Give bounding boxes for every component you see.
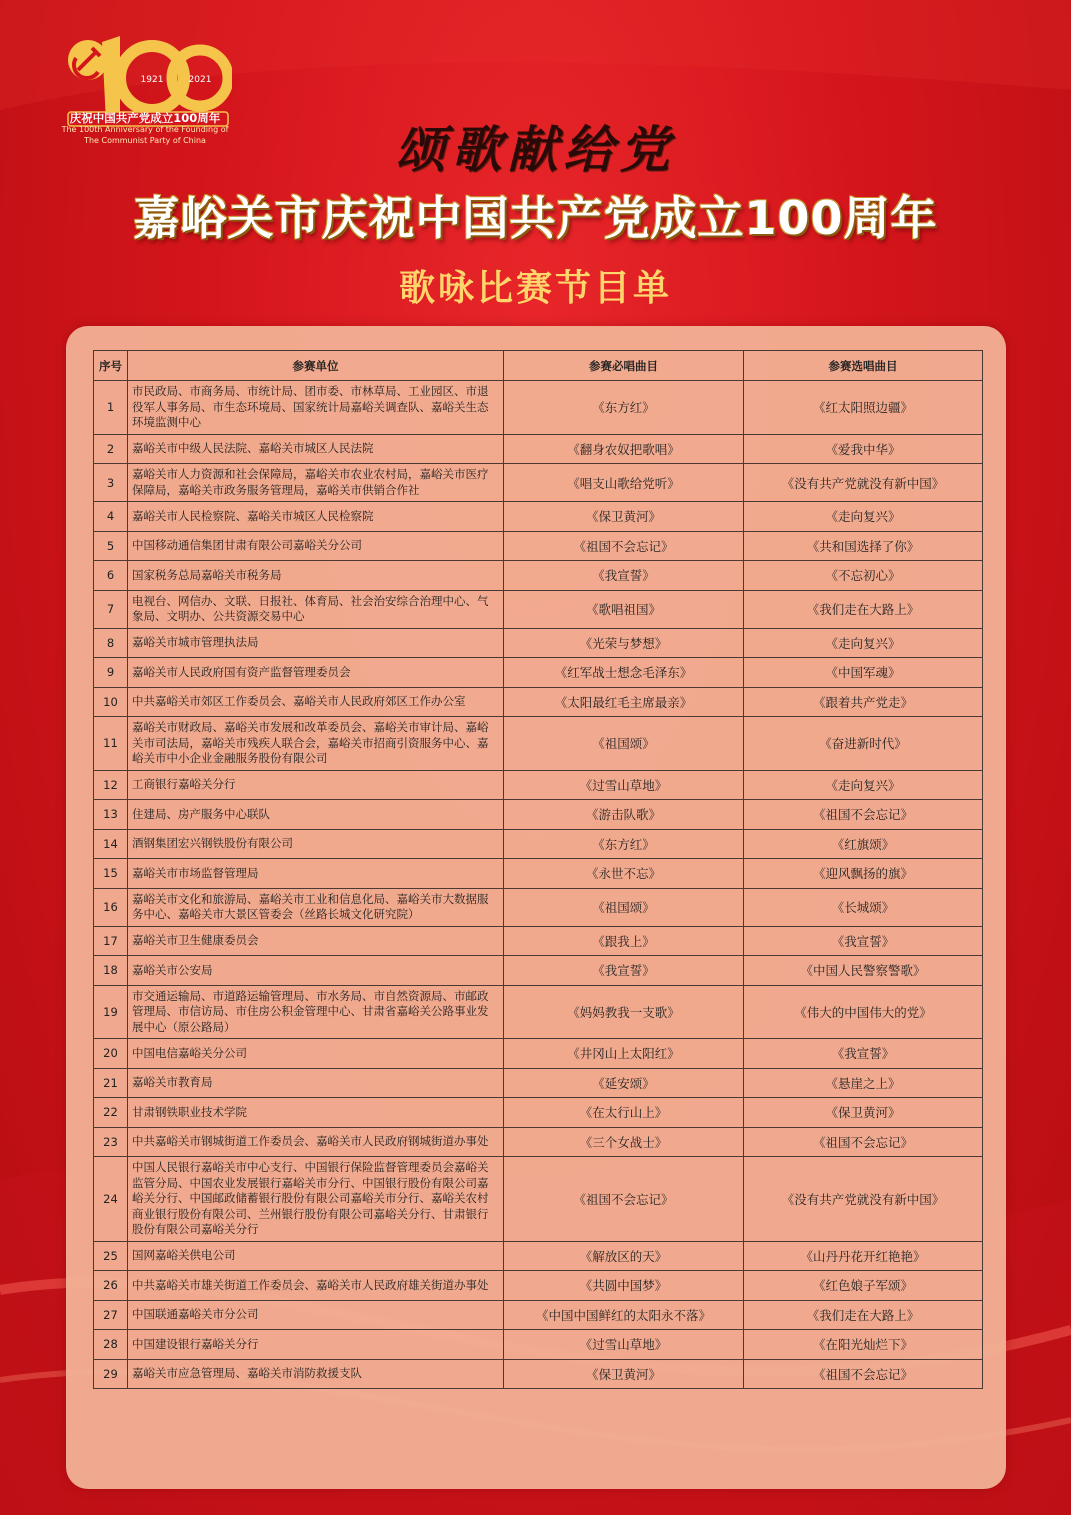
row-optional-song: 《我们走在大路上》 (744, 590, 983, 628)
table-row (94, 531, 983, 561)
row-unit: 嘉峪关市卫生健康委员会 (128, 926, 504, 956)
row-unit: 中共嘉峪关市雄关街道工作委员会、嘉峪关市人民政府雄关街道办事处 (128, 1271, 504, 1301)
table-row (94, 687, 983, 717)
row-number: 11 (94, 717, 128, 771)
row-number: 14 (94, 829, 128, 859)
table-row (94, 381, 983, 435)
table-row (94, 1300, 983, 1330)
row-optional-song: 《伟大的中国伟大的党》 (744, 985, 983, 1039)
row-optional-song: 《在阳光灿烂下》 (744, 1330, 983, 1360)
row-required-song: 《解放区的天》 (504, 1241, 744, 1271)
row-optional-song: 《我宣誓》 (744, 926, 983, 956)
row-number: 12 (94, 770, 128, 800)
header-no: 序号 (94, 351, 128, 381)
row-required-song: 《光荣与梦想》 (504, 628, 744, 658)
row-number: 25 (94, 1241, 128, 1271)
row-number: 4 (94, 502, 128, 532)
row-required-song: 《在太行山上》 (504, 1098, 744, 1128)
header-unit: 参赛单位 (128, 351, 504, 381)
row-unit: 中国建设银行嘉峪关分行 (128, 1330, 504, 1360)
row-number: 8 (94, 628, 128, 658)
row-required-song: 《祖国颂》 (504, 717, 744, 771)
row-optional-song: 《中国人民警察警歌》 (744, 956, 983, 986)
row-optional-song: 《跟着共产党走》 (744, 687, 983, 717)
row-required-song: 《永世不忘》 (504, 859, 744, 889)
row-optional-song: 《悬崖之上》 (744, 1068, 983, 1098)
row-unit: 中国联通嘉峪关市分公司 (128, 1300, 504, 1330)
row-required-song: 《三个女战士》 (504, 1127, 744, 1157)
row-unit: 中国人民银行嘉峪关市中心支行、中国银行保险监督管理委员会嘉峪关监管分局、中国农业发展银行嘉峪关市分行、中国银行股份有限公司嘉峪关分行、中国邮政储蓄银行股份有限公司嘉峪关市分行、嘉峪关农村商业银行股份有限公司、兰州银行股份有限公司嘉峪关分行、甘肃银行股份有限公司嘉峪关分行 (128, 1157, 504, 1242)
row-unit: 嘉峪关市市场监督管理局 (128, 859, 504, 889)
row-optional-song: 《祖国不会忘记》 (744, 800, 983, 830)
program-table (93, 350, 983, 1389)
row-number: 29 (94, 1359, 128, 1389)
row-unit: 嘉峪关市应急管理局、嘉峪关市消防救援支队 (128, 1359, 504, 1389)
row-required-song: 《井冈山上太阳红》 (504, 1039, 744, 1069)
row-optional-song: 《中国军魂》 (744, 658, 983, 688)
row-optional-song: 《红旗颂》 (744, 829, 983, 859)
table-row (94, 926, 983, 956)
row-required-song: 《祖国不会忘记》 (504, 531, 744, 561)
row-required-song: 《跟我上》 (504, 926, 744, 956)
row-unit: 甘肃钢铁职业技术学院 (128, 1098, 504, 1128)
row-optional-song: 《山丹丹花开红艳艳》 (744, 1241, 983, 1271)
table-row (94, 658, 983, 688)
table-row (94, 1127, 983, 1157)
table-row (94, 985, 983, 1039)
row-number: 2 (94, 434, 128, 464)
row-required-song: 《共圆中国梦》 (504, 1271, 744, 1301)
row-number: 21 (94, 1068, 128, 1098)
row-required-song: 《祖国颂》 (504, 888, 744, 926)
row-number: 19 (94, 985, 128, 1039)
row-optional-song: 《奋进新时代》 (744, 717, 983, 771)
row-optional-song: 《没有共产党就没有新中国》 (744, 464, 983, 502)
row-required-song: 《唱支山歌给党听》 (504, 464, 744, 502)
row-optional-song: 《走向复兴》 (744, 770, 983, 800)
row-required-song: 《过雪山草地》 (504, 770, 744, 800)
row-required-song: 《东方红》 (504, 381, 744, 435)
row-optional-song: 《走向复兴》 (744, 628, 983, 658)
row-unit: 嘉峪关市城市管理执法局 (128, 628, 504, 658)
row-optional-song: 《红色娘子军颂》 (744, 1271, 983, 1301)
header-optional-song: 参赛选唱曲目 (744, 351, 983, 381)
row-required-song: 《翻身农奴把歌唱》 (504, 434, 744, 464)
table-row (94, 628, 983, 658)
row-unit: 嘉峪关市人民政府国有资产监督管理委员会 (128, 658, 504, 688)
row-required-song: 《祖国不会忘记》 (504, 1157, 744, 1242)
row-optional-song: 《祖国不会忘记》 (744, 1127, 983, 1157)
row-unit: 中共嘉峪关市钢城街道工作委员会、嘉峪关市人民政府钢城街道办事处 (128, 1127, 504, 1157)
table-row (94, 1068, 983, 1098)
emblem-caption-en-2: The Communist Party of China (84, 136, 206, 145)
table-row (94, 1271, 983, 1301)
row-unit: 嘉峪关市人民检察院、嘉峪关市城区人民检察院 (128, 502, 504, 532)
row-number: 18 (94, 956, 128, 986)
emblem-caption-cn: 庆祝中国共产党成立100周年 (69, 111, 221, 125)
row-required-song: 《中国中国鲜红的太阳永不落》 (504, 1300, 744, 1330)
table-row (94, 829, 983, 859)
row-required-song: 《过雪山草地》 (504, 1330, 744, 1360)
row-unit: 中国电信嘉峪关分公司 (128, 1039, 504, 1069)
table-row (94, 464, 983, 502)
row-optional-song: 《红太阳照边疆》 (744, 381, 983, 435)
row-required-song: 《妈妈教我一支歌》 (504, 985, 744, 1039)
row-unit: 中共嘉峪关市郊区工作委员会、嘉峪关市人民政府郊区工作办公室 (128, 687, 504, 717)
row-number: 22 (94, 1098, 128, 1128)
header-required-song: 参赛必唱曲目 (504, 351, 744, 381)
row-unit: 酒钢集团宏兴钢铁股份有限公司 (128, 829, 504, 859)
table-row (94, 1241, 983, 1271)
year-start: 1921 (140, 75, 164, 85)
row-unit: 电视台、网信办、文联、日报社、体育局、社会治安综合治理中心、气象局、文明办、公共资源交易中心 (128, 590, 504, 628)
table-row (94, 800, 983, 830)
row-number: 17 (94, 926, 128, 956)
slogan: 颂歌献给党 (395, 120, 676, 179)
row-optional-song: 《迎风飘扬的旗》 (744, 859, 983, 889)
row-required-song: 《红军战士想念毛泽东》 (504, 658, 744, 688)
table-row (94, 1098, 983, 1128)
row-unit: 市交通运输局、市道路运输管理局、市水务局、市自然资源局、市邮政管理局、市信访局、市住房公积金管理中心、甘肃省嘉峪关公路事业发展中心（原公路局） (128, 985, 504, 1039)
row-optional-song: 《没有共产党就没有新中国》 (744, 1157, 983, 1242)
row-number: 23 (94, 1127, 128, 1157)
row-required-song: 《延安颂》 (504, 1068, 744, 1098)
row-number: 27 (94, 1300, 128, 1330)
row-unit: 国家税务总局嘉峪关市税务局 (128, 561, 504, 591)
row-number: 16 (94, 888, 128, 926)
row-optional-song: 《爱我中华》 (744, 434, 983, 464)
row-required-song: 《我宣誓》 (504, 956, 744, 986)
row-number: 6 (94, 561, 128, 591)
row-optional-song: 《长城颂》 (744, 888, 983, 926)
row-required-song: 《保卫黄河》 (504, 1359, 744, 1389)
row-number: 9 (94, 658, 128, 688)
table-row (94, 1157, 983, 1242)
row-number: 24 (94, 1157, 128, 1242)
page-subtitle: 歌咏比赛节目单 (398, 268, 672, 309)
table-row (94, 770, 983, 800)
table-row (94, 561, 983, 591)
row-optional-song: 《共和国选择了你》 (744, 531, 983, 561)
row-number: 1 (94, 381, 128, 435)
row-unit: 嘉峪关市人力资源和社会保障局，嘉峪关市农业农村局，嘉峪关市医疗保障局，嘉峪关市政务服务管理局，嘉峪关市供销合作社 (128, 464, 504, 502)
row-unit: 嘉峪关市公安局 (128, 956, 504, 986)
table-row (94, 434, 983, 464)
table-row (94, 717, 983, 771)
row-unit: 市民政局、市商务局、市统计局、团市委、市林草局、工业园区、市退役军人事务局、市生态环境局、国家统计局嘉峪关调查队、嘉峪关生态环境监测中心 (128, 381, 504, 435)
row-unit: 嘉峪关市文化和旅游局、嘉峪关市工业和信息化局、嘉峪关市大数据服务中心、嘉峪关市大景区管委会（丝路长城文化研究院） (128, 888, 504, 926)
row-unit: 工商银行嘉峪关分行 (128, 770, 504, 800)
row-number: 3 (94, 464, 128, 502)
row-optional-song: 《我宣誓》 (744, 1039, 983, 1069)
row-required-song: 《保卫黄河》 (504, 502, 744, 532)
table-row (94, 888, 983, 926)
row-required-song: 《歌唱祖国》 (504, 590, 744, 628)
page-title: 嘉峪关市庆祝中国共产党成立100周年 (133, 191, 938, 245)
table-row (94, 1330, 983, 1360)
row-number: 28 (94, 1330, 128, 1360)
row-number: 10 (94, 687, 128, 717)
row-unit: 嘉峪关市财政局、嘉峪关市发展和改革委员会、嘉峪关市审计局、嘉峪关市司法局，嘉峪关市残疾人联合会，嘉峪关市招商引资服务中心、嘉峪关市中小企业金融服务股份有限公司 (128, 717, 504, 771)
table-row (94, 502, 983, 532)
row-optional-song: 《我们走在大路上》 (744, 1300, 983, 1330)
year-end: 2021 (188, 75, 212, 85)
row-required-song: 《东方红》 (504, 829, 744, 859)
row-number: 15 (94, 859, 128, 889)
table-row (94, 1359, 983, 1389)
row-optional-song: 《保卫黄河》 (744, 1098, 983, 1128)
table-row (94, 1039, 983, 1069)
row-required-song: 《游击队歌》 (504, 800, 744, 830)
row-unit: 嘉峪关市中级人民法院、嘉峪关市城区人民法院 (128, 434, 504, 464)
row-unit: 国网嘉峪关供电公司 (128, 1241, 504, 1271)
row-number: 7 (94, 590, 128, 628)
table-row (94, 956, 983, 986)
row-unit: 中国移动通信集团甘肃有限公司嘉峪关分公司 (128, 531, 504, 561)
row-optional-song: 《不忘初心》 (744, 561, 983, 591)
row-number: 20 (94, 1039, 128, 1069)
row-number: 26 (94, 1271, 128, 1301)
row-unit: 嘉峪关市教育局 (128, 1068, 504, 1098)
row-optional-song: 《祖国不会忘记》 (744, 1359, 983, 1389)
table-row (94, 859, 983, 889)
row-number: 5 (94, 531, 128, 561)
row-required-song: 《太阳最红毛主席最亲》 (504, 687, 744, 717)
row-unit: 住建局、房产服务中心联队 (128, 800, 504, 830)
row-optional-song: 《走向复兴》 (744, 502, 983, 532)
table-row (94, 590, 983, 628)
row-required-song: 《我宣誓》 (504, 561, 744, 591)
row-number: 13 (94, 800, 128, 830)
emblem-caption-en-1: The 100th Anniversary of the Founding of (61, 125, 229, 134)
